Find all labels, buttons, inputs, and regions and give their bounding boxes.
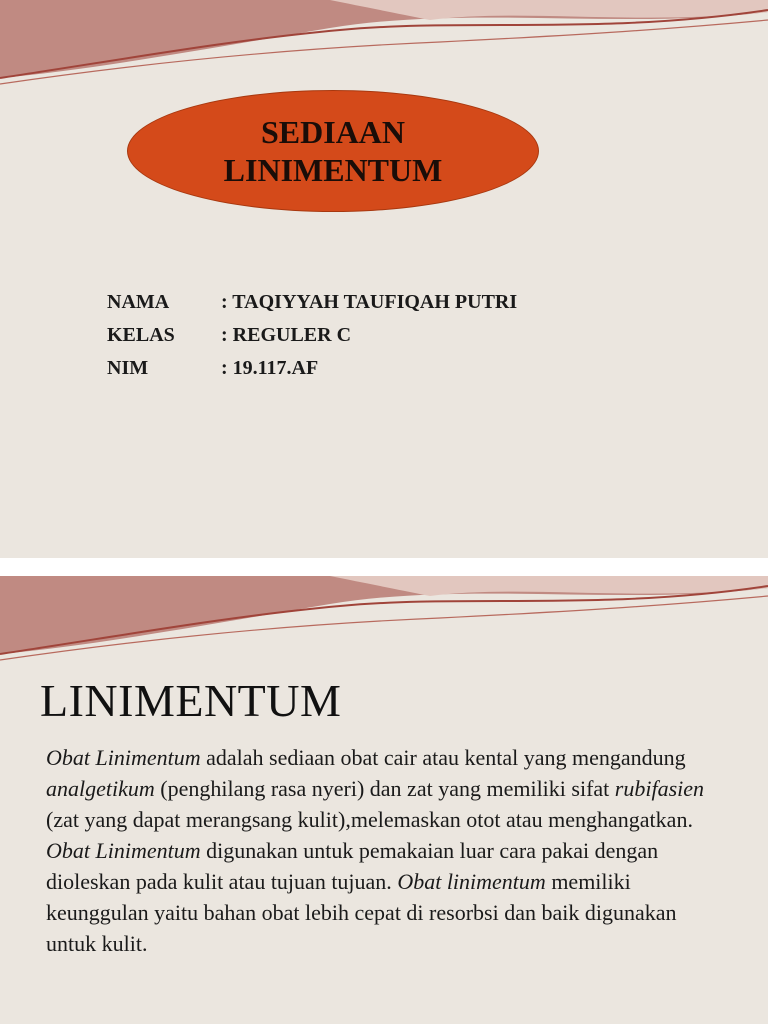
slide-gap <box>0 558 768 576</box>
text-run: memiliki keunggulan yaitu bahan obat lebih cepat di resorbsi dan baik digunakan untuk kulit. <box>46 869 677 956</box>
student-info <box>107 286 517 385</box>
text-run: (penghilang rasa nyeri) dan zat yang memiliki sifat <box>154 776 615 801</box>
slide-title: SEDIAAN LINIMENTUM <box>223 114 443 188</box>
italic-term: analgetikum <box>46 776 155 801</box>
italic-term: rubifasien <box>614 776 705 801</box>
decorative-swoosh <box>0 576 768 666</box>
title-badge <box>127 90 539 212</box>
italic-term: Obat Linimentum <box>46 745 201 770</box>
info-row-nama <box>107 286 517 319</box>
section-heading: LINIMENTUM <box>40 675 342 726</box>
italic-term: Obat linimentum <box>397 869 546 894</box>
info-value: : TAQIYYAH TAUFIQAH PUTRI <box>221 291 518 313</box>
info-label: NAMA <box>107 291 170 313</box>
info-label: KELAS <box>107 324 175 346</box>
info-row-nim <box>107 352 517 385</box>
info-value: : REGULER C <box>221 324 352 346</box>
slide-2 <box>0 576 768 1024</box>
info-label: NIM <box>107 357 149 379</box>
description-paragraph <box>46 742 726 959</box>
text-run: (zat yang dapat merangsang kulit),melemaskan otot atau menghangatkan. <box>46 807 693 832</box>
decorative-swoosh <box>0 0 768 90</box>
italic-term: Obat Linimentum <box>46 838 201 863</box>
text-run: digunakan untuk pemakaian luar cara pakai dengan dioleskan pada kulit atau tujuan tujuan. <box>46 838 659 894</box>
text-run: adalah sediaan obat cair atau kental yang mengandung <box>200 745 686 770</box>
info-value: : 19.117.AF <box>221 357 319 379</box>
info-row-kelas <box>107 319 517 352</box>
